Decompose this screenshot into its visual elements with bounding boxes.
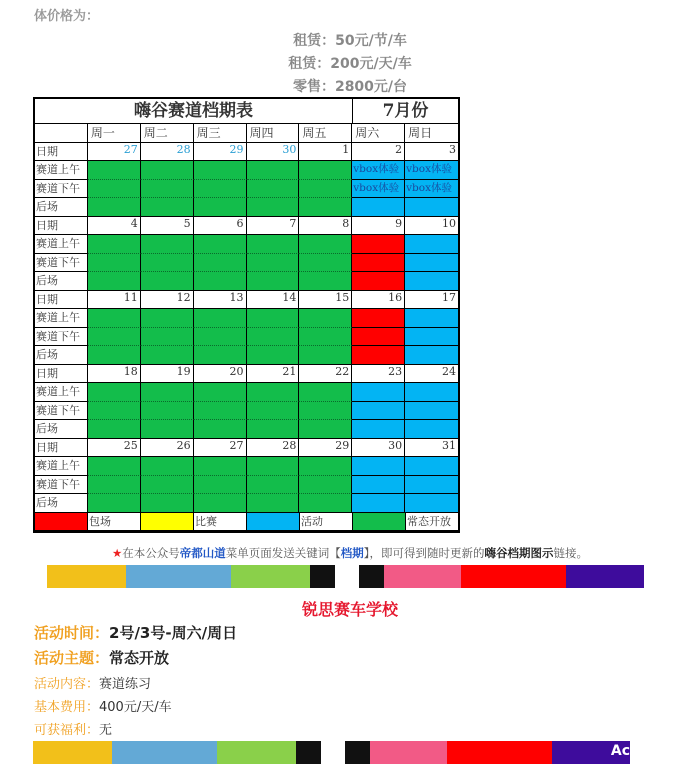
date-cell: 29 bbox=[299, 439, 352, 458]
stripe-segment bbox=[461, 565, 566, 588]
legend-swatch bbox=[353, 513, 406, 532]
schedule-slot bbox=[141, 198, 194, 217]
legend-swatch bbox=[247, 513, 300, 532]
theme-value: 常态开放 bbox=[109, 649, 170, 667]
date-row-label: 日期 bbox=[35, 439, 88, 458]
weekday-tue: 周二 bbox=[141, 124, 194, 143]
schedule-slot bbox=[299, 420, 352, 439]
schedule-slot bbox=[194, 235, 247, 254]
date-row-label: 日期 bbox=[35, 365, 88, 384]
date-cell: 30 bbox=[247, 143, 300, 162]
schedule-slot: vbox体验 bbox=[352, 161, 405, 180]
school-title: 锐思赛车学校 bbox=[301, 600, 398, 619]
track-pm-row-label: 赛道下午 bbox=[35, 402, 88, 421]
schedule-slot bbox=[247, 420, 300, 439]
schedule-slot bbox=[141, 346, 194, 365]
fee-value: 400元/天/车 bbox=[99, 700, 172, 715]
weekday-fri: 周五 bbox=[299, 124, 352, 143]
back-area-row-label: 后场 bbox=[35, 420, 88, 439]
schedule-slot bbox=[194, 494, 247, 513]
schedule-slot bbox=[405, 346, 458, 365]
notice-text-2: 菜单页面发送关键词【 bbox=[225, 546, 341, 560]
schedule-slot: vbox体验 bbox=[405, 180, 458, 199]
date-cell: 14 bbox=[247, 291, 300, 310]
track-am-row-label: 赛道上午 bbox=[35, 383, 88, 402]
schedule-slot bbox=[247, 309, 300, 328]
date-cell: 27 bbox=[88, 143, 141, 162]
back-area-row bbox=[35, 198, 458, 217]
schedule-slot bbox=[299, 457, 352, 476]
stripe-segment bbox=[384, 565, 460, 588]
schedule-slot bbox=[405, 235, 458, 254]
schedule-title-row bbox=[35, 99, 458, 124]
schedule-slot bbox=[405, 383, 458, 402]
schedule-slot bbox=[405, 420, 458, 439]
stripe-segment bbox=[217, 741, 295, 764]
schedule-slot bbox=[247, 383, 300, 402]
star-icon: ★ bbox=[111, 546, 123, 560]
schedule-month: 7月份 bbox=[353, 99, 458, 124]
date-cell: 1 bbox=[299, 143, 352, 162]
track-am-row-label: 赛道上午 bbox=[35, 235, 88, 254]
schedule-slot bbox=[194, 198, 247, 217]
date-row-label: 日期 bbox=[35, 143, 88, 162]
schedule-slot bbox=[88, 476, 141, 495]
date-cell: 19 bbox=[141, 365, 194, 384]
date-cell: 6 bbox=[194, 217, 247, 236]
schedule-slot bbox=[88, 457, 141, 476]
track-pm-row-label: 赛道下午 bbox=[35, 328, 88, 347]
back-area-row-label: 后场 bbox=[35, 272, 88, 291]
track-pm-row-label: 赛道下午 bbox=[35, 254, 88, 273]
notice-line bbox=[0, 545, 700, 561]
schedule-slot bbox=[405, 494, 458, 513]
schedule-slot bbox=[352, 198, 405, 217]
price-retail: 零售：2800元/台 bbox=[292, 79, 408, 95]
weekday-wed: 周三 bbox=[194, 124, 247, 143]
schedule-slot bbox=[247, 272, 300, 291]
schedule-slot bbox=[88, 328, 141, 347]
schedule-slot bbox=[88, 235, 141, 254]
time-value: 2号/3号-周六/周日 bbox=[109, 624, 238, 642]
back-area-row bbox=[35, 494, 458, 513]
track-pm-row bbox=[35, 254, 458, 273]
schedule-slot bbox=[352, 254, 405, 273]
weekday-sun: 周日 bbox=[405, 124, 458, 143]
date-cell: 11 bbox=[88, 291, 141, 310]
schedule-slot bbox=[405, 272, 458, 291]
schedule-slot bbox=[194, 161, 247, 180]
stripe-segment bbox=[231, 565, 309, 588]
schedule-slot bbox=[88, 161, 141, 180]
schedule-slot bbox=[194, 254, 247, 273]
schedule-slot bbox=[88, 346, 141, 365]
date-cell: 17 bbox=[405, 291, 458, 310]
schedule-slot bbox=[141, 457, 194, 476]
track-am-row bbox=[35, 161, 458, 180]
info-content bbox=[34, 673, 151, 692]
schedule-title: 嗨谷赛道档期表 bbox=[35, 99, 353, 124]
date-cell: 27 bbox=[194, 439, 247, 458]
track-am-row bbox=[35, 457, 458, 476]
stripe-segment bbox=[566, 565, 644, 588]
schedule-slot bbox=[405, 254, 458, 273]
legend-row bbox=[35, 513, 458, 532]
stripe-segment bbox=[335, 565, 360, 588]
schedule-slot bbox=[352, 346, 405, 365]
date-cell: 25 bbox=[88, 439, 141, 458]
schedule-slot bbox=[141, 494, 194, 513]
info-fee bbox=[34, 696, 172, 715]
date-cell: 21 bbox=[247, 365, 300, 384]
date-cell: 16 bbox=[352, 291, 405, 310]
schedule-slot bbox=[141, 328, 194, 347]
back-area-row-label: 后场 bbox=[35, 346, 88, 365]
track-am-row bbox=[35, 309, 458, 328]
track-pm-row bbox=[35, 328, 458, 347]
schedule-slot bbox=[299, 383, 352, 402]
back-area-row-label: 后场 bbox=[35, 494, 88, 513]
stripe-segment bbox=[310, 565, 335, 588]
back-area-row bbox=[35, 272, 458, 291]
date-row bbox=[35, 439, 458, 458]
benefit-value: 无 bbox=[99, 723, 113, 738]
track-am-row bbox=[35, 235, 458, 254]
track-pm-row-label: 赛道下午 bbox=[35, 476, 88, 495]
schedule-slot bbox=[299, 402, 352, 421]
date-cell: 10 bbox=[405, 217, 458, 236]
schedule-slot bbox=[247, 346, 300, 365]
date-cell: 18 bbox=[88, 365, 141, 384]
schedule-link[interactable]: 嗨谷档期图示 bbox=[484, 546, 554, 560]
date-cell: 7 bbox=[247, 217, 300, 236]
schedule-slot bbox=[194, 383, 247, 402]
price-header-note: 体价格为： bbox=[34, 9, 100, 24]
schedule-slot bbox=[299, 476, 352, 495]
schedule-slot bbox=[352, 476, 405, 495]
date-row bbox=[35, 143, 458, 162]
stripe-segment bbox=[321, 741, 346, 764]
date-cell: 24 bbox=[405, 365, 458, 384]
track-am-row bbox=[35, 383, 458, 402]
schedule-slot bbox=[194, 457, 247, 476]
back-area-row bbox=[35, 420, 458, 439]
schedule-slot bbox=[352, 420, 405, 439]
corner-cell bbox=[35, 124, 88, 143]
schedule-slot: vbox体验 bbox=[352, 180, 405, 199]
content-value: 赛道练习 bbox=[99, 677, 152, 692]
back-area-row-label: 后场 bbox=[35, 198, 88, 217]
schedule-slot bbox=[88, 383, 141, 402]
date-cell: 31 bbox=[405, 439, 458, 458]
track-am-row-label: 赛道上午 bbox=[35, 161, 88, 180]
schedule-slot bbox=[299, 309, 352, 328]
schedule-slot bbox=[141, 383, 194, 402]
track-schedule-table bbox=[33, 97, 460, 533]
stripe-segment bbox=[370, 741, 446, 764]
legend-label: 比赛 bbox=[194, 513, 247, 532]
schedule-slot bbox=[352, 383, 405, 402]
weekday-mon: 周一 bbox=[88, 124, 141, 143]
stripe-segment bbox=[47, 565, 126, 588]
legend-label: 包场 bbox=[88, 513, 141, 532]
schedule-slot bbox=[352, 494, 405, 513]
schedule-slot bbox=[247, 180, 300, 199]
weekday-thu: 周四 bbox=[247, 124, 300, 143]
price-rent-session: 租赁：50元/节/车 bbox=[293, 33, 407, 49]
time-label: 活动时间： bbox=[34, 624, 110, 642]
date-cell: 28 bbox=[141, 143, 194, 162]
schedule-slot bbox=[194, 346, 247, 365]
schedule-slot bbox=[299, 180, 352, 199]
info-benefit bbox=[34, 719, 112, 738]
schedule-slot bbox=[247, 198, 300, 217]
date-cell: 22 bbox=[299, 365, 352, 384]
schedule-slot bbox=[352, 328, 405, 347]
schedule-slot bbox=[88, 180, 141, 199]
stripe-segment bbox=[126, 565, 231, 588]
keyword-text: 档期 bbox=[340, 546, 364, 560]
schedule-slot bbox=[141, 309, 194, 328]
account-name-link[interactable]: 帝都山道 bbox=[179, 546, 226, 560]
schedule-slot bbox=[299, 328, 352, 347]
date-row bbox=[35, 291, 458, 310]
schedule-slot bbox=[352, 457, 405, 476]
schedule-slot bbox=[247, 457, 300, 476]
schedule-slot bbox=[352, 235, 405, 254]
schedule-slot bbox=[247, 402, 300, 421]
schedule-slot bbox=[405, 457, 458, 476]
schedule-slot bbox=[141, 161, 194, 180]
schedule-slot bbox=[405, 476, 458, 495]
date-cell: 13 bbox=[194, 291, 247, 310]
schedule-slot bbox=[88, 402, 141, 421]
date-cell: 30 bbox=[352, 439, 405, 458]
price-rent-day: 租赁：200元/天/车 bbox=[288, 56, 412, 72]
legend-label: 活动 bbox=[300, 513, 353, 532]
track-pm-row bbox=[35, 402, 458, 421]
date-cell: 8 bbox=[299, 217, 352, 236]
stripe-segment bbox=[296, 741, 321, 764]
date-cell: 2 bbox=[352, 143, 405, 162]
schedule-slot bbox=[247, 254, 300, 273]
notice-text-4: 链接。 bbox=[553, 546, 589, 560]
date-cell: 23 bbox=[352, 365, 405, 384]
date-cell: 4 bbox=[88, 217, 141, 236]
stripe-segment bbox=[33, 741, 112, 764]
legend-swatch bbox=[141, 513, 194, 532]
track-am-row-label: 赛道上午 bbox=[35, 309, 88, 328]
schedule-slot bbox=[352, 309, 405, 328]
track-am-row-label: 赛道上午 bbox=[35, 457, 88, 476]
theme-label: 活动主题： bbox=[34, 649, 110, 667]
track-pm-row-label: 赛道下午 bbox=[35, 180, 88, 199]
track-pm-row bbox=[35, 476, 458, 495]
date-row-label: 日期 bbox=[35, 217, 88, 236]
schedule-slot bbox=[194, 180, 247, 199]
legend-swatch bbox=[35, 513, 88, 532]
schedule-slot bbox=[352, 272, 405, 291]
schedule-slot bbox=[405, 328, 458, 347]
schedule-slot bbox=[88, 254, 141, 273]
schedule-slot bbox=[299, 272, 352, 291]
back-area-row bbox=[35, 346, 458, 365]
date-cell: 28 bbox=[247, 439, 300, 458]
date-cell: 29 bbox=[194, 143, 247, 162]
schedule-slot bbox=[141, 180, 194, 199]
schedule-slot bbox=[141, 420, 194, 439]
schedule-slot bbox=[194, 309, 247, 328]
schedule-slot bbox=[141, 476, 194, 495]
schedule-slot bbox=[299, 494, 352, 513]
schedule-slot: vbox体验 bbox=[405, 161, 458, 180]
date-cell: 3 bbox=[405, 143, 458, 162]
track-pm-row bbox=[35, 180, 458, 199]
schedule-slot bbox=[88, 198, 141, 217]
date-row bbox=[35, 365, 458, 384]
schedule-slot bbox=[194, 328, 247, 347]
schedule-slot bbox=[247, 476, 300, 495]
schedule-slot bbox=[247, 235, 300, 254]
fee-label: 基本费用： bbox=[34, 700, 100, 715]
schedule-slot bbox=[88, 494, 141, 513]
schedule-slot bbox=[247, 494, 300, 513]
schedule-slot bbox=[194, 476, 247, 495]
date-cell: 5 bbox=[141, 217, 194, 236]
schedule-slot bbox=[194, 420, 247, 439]
schedule-slot bbox=[141, 272, 194, 291]
content-label: 活动内容： bbox=[34, 677, 100, 692]
schedule-slot bbox=[247, 161, 300, 180]
date-cell: 12 bbox=[141, 291, 194, 310]
schedule-slot bbox=[352, 402, 405, 421]
schedule-slot bbox=[88, 272, 141, 291]
date-cell: 9 bbox=[352, 217, 405, 236]
stripe-segment bbox=[112, 741, 217, 764]
schedule-slot bbox=[299, 346, 352, 365]
color-stripe-bottom bbox=[33, 741, 630, 764]
date-cell: 26 bbox=[141, 439, 194, 458]
notice-text-3: 】，即可得到随时更新的 bbox=[363, 546, 485, 560]
stripe-text: Ac bbox=[610, 743, 630, 759]
legend-label: 常态开放 bbox=[406, 513, 458, 532]
schedule-slot bbox=[88, 309, 141, 328]
schedule-slot bbox=[141, 402, 194, 421]
schedule-slot bbox=[299, 161, 352, 180]
schedule-slot bbox=[247, 328, 300, 347]
info-theme bbox=[34, 647, 169, 668]
schedule-slot bbox=[405, 198, 458, 217]
schedule-slot bbox=[405, 309, 458, 328]
schedule-slot bbox=[194, 272, 247, 291]
schedule-slot bbox=[194, 402, 247, 421]
schedule-slot bbox=[405, 402, 458, 421]
stripe-segment bbox=[447, 741, 552, 764]
schedule-slot bbox=[299, 254, 352, 273]
date-cell: 20 bbox=[194, 365, 247, 384]
weekday-header-row bbox=[35, 124, 458, 143]
schedule-slot bbox=[88, 420, 141, 439]
notice-text-1: 在本公众号 bbox=[122, 546, 180, 560]
date-row bbox=[35, 217, 458, 236]
schedule-slot bbox=[299, 235, 352, 254]
date-row-label: 日期 bbox=[35, 291, 88, 310]
schedule-slot bbox=[299, 198, 352, 217]
schedule-slot bbox=[141, 235, 194, 254]
benefit-label: 可获福利： bbox=[34, 723, 100, 738]
date-cell: 15 bbox=[299, 291, 352, 310]
stripe-segment bbox=[345, 741, 370, 764]
stripe-segment bbox=[359, 565, 384, 588]
weekday-sat: 周六 bbox=[352, 124, 405, 143]
schedule-slot bbox=[141, 254, 194, 273]
info-time bbox=[34, 622, 237, 643]
color-stripe-top bbox=[47, 565, 644, 588]
